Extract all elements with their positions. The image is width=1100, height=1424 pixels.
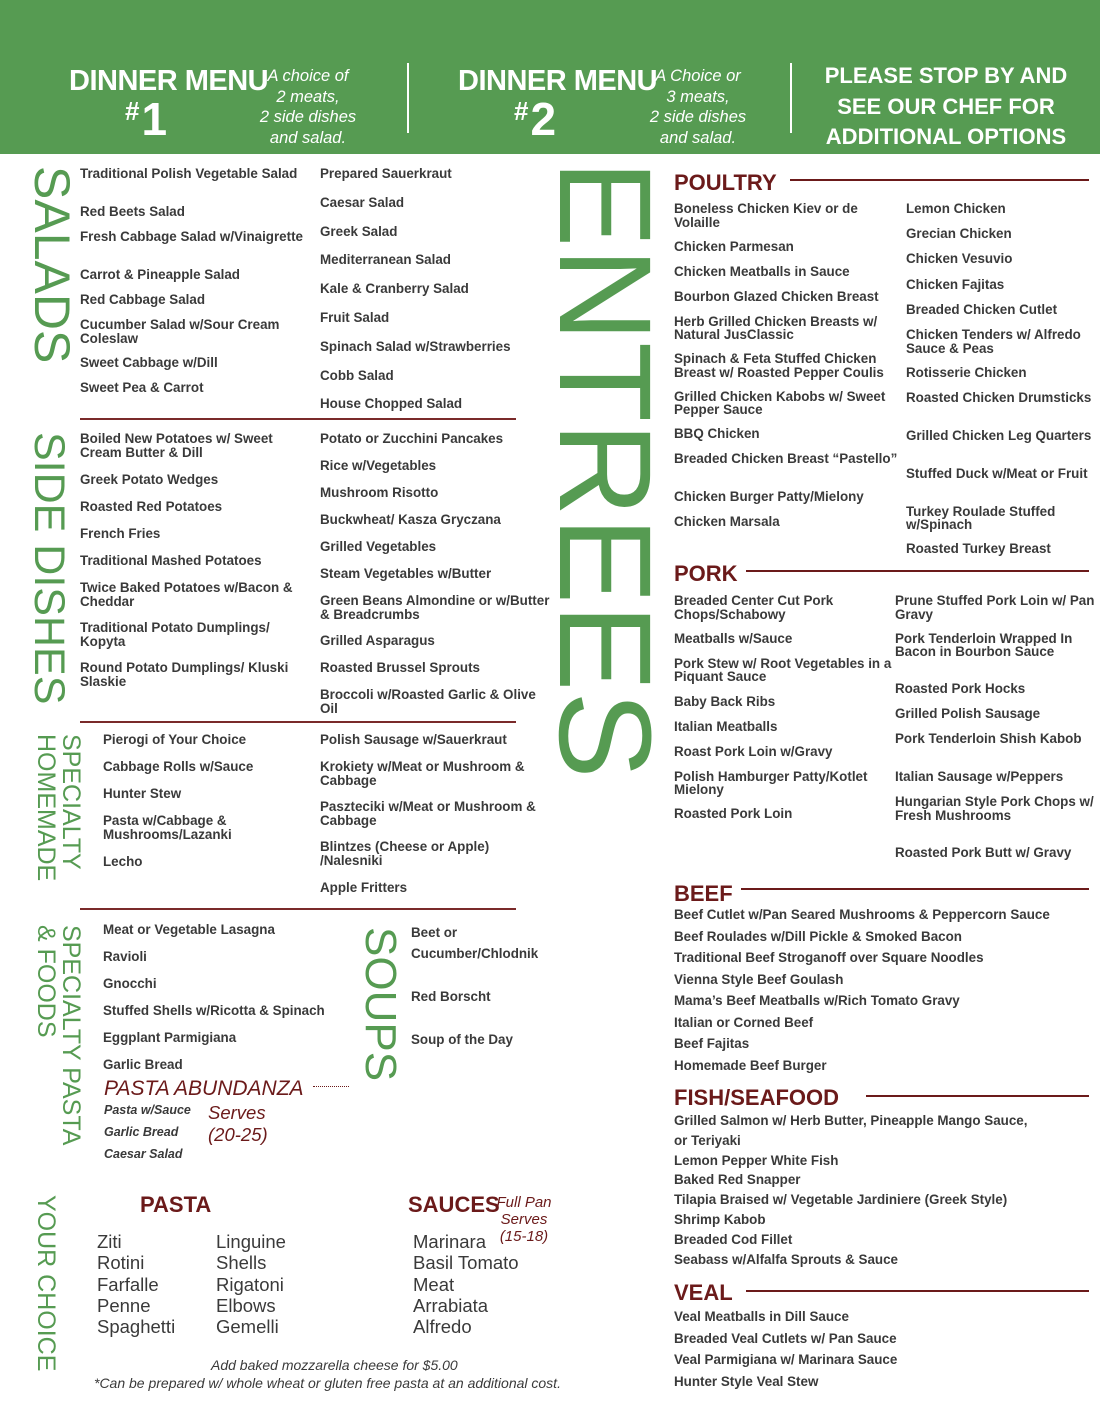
list-item: Breaded Center Cut Pork Chops/Schabowy xyxy=(674,593,834,622)
salads-label: SALADS xyxy=(24,166,80,364)
list-item: Baby Back Ribs xyxy=(674,693,776,709)
chef-notice-line: PLEASE STOP BY AND xyxy=(824,63,1068,88)
list-item: Grilled Chicken Leg Quarters xyxy=(906,428,1092,443)
list-item: Grilled Vegetables xyxy=(320,539,437,554)
dotted-leader xyxy=(313,1086,349,1087)
list-item: Traditional Polish Vegetable Salad xyxy=(80,166,298,181)
menu1-number xyxy=(125,92,167,146)
list-item: Gnocchi xyxy=(103,976,157,991)
list-item: Mama’s Beef Meatballs w/Rich Tomato Gravy xyxy=(674,993,960,1008)
list-item: Steam Vegetables w/Butter xyxy=(320,566,492,581)
sauces-list xyxy=(413,1231,519,1337)
soup-item: Beet or xyxy=(411,925,458,940)
list-item: Paszteciki w/Meat or Mushroom & Cabbage xyxy=(320,799,536,828)
list-item: Round Potato Dumplings/ Kluski Slaskie xyxy=(80,660,289,689)
list-item: Caesar Salad xyxy=(320,194,405,210)
menu2-digit: 2 xyxy=(530,93,557,145)
list-item: Red Beets Salad xyxy=(80,204,185,219)
pasta-shape: Rigatoni xyxy=(216,1273,284,1295)
list-item: Beef Fajitas xyxy=(674,1036,750,1051)
section-divider xyxy=(80,908,516,910)
full-pan-line: Full Pan xyxy=(496,1194,552,1211)
list-item: Lemon Pepper White Fish xyxy=(674,1152,839,1168)
list-item: Grecian Chicken xyxy=(906,226,1012,241)
foods-label: & FOODS xyxy=(32,925,60,1038)
menu1-desc-line: A choice of xyxy=(267,67,349,85)
list-item: Apple Fritters xyxy=(320,880,408,895)
list-item: Meatballs w/Sauce xyxy=(674,630,793,646)
list-item: Grilled Asparagus xyxy=(320,633,435,648)
pasta-list-2 xyxy=(216,1231,286,1337)
list-item: Vienna Style Beef Goulash xyxy=(674,971,844,987)
list-item: Lecho xyxy=(103,854,143,869)
menu2-desc-line: and salad. xyxy=(659,128,737,147)
list-item: Seabass w/Alfalfa Sprouts & Sauce xyxy=(674,1251,898,1267)
list-item: Veal Parmigiana w/ Marinara Sauce xyxy=(674,1352,898,1367)
sides-right-list xyxy=(320,432,550,728)
list-item: Chicken Marsala xyxy=(674,513,780,529)
list-item: Veal Meatballs in Dill Sauce xyxy=(674,1309,849,1324)
homemade-label: HOMEMADE xyxy=(32,734,60,882)
menu1-hash: # xyxy=(125,96,140,126)
list-item: Sweet Cabbage w/Dill xyxy=(80,355,218,370)
soup-item: Cucumber/Chlodnik xyxy=(411,946,539,961)
menu2-number xyxy=(514,92,556,146)
list-item: Stuffed Shells w/Ricotta & Spinach xyxy=(103,1003,325,1018)
menu1-desc-line: and salad. xyxy=(269,128,347,147)
section-title-rule xyxy=(790,179,1089,181)
list-item: House Chopped Salad xyxy=(320,396,463,412)
pasta-shape: Linguine xyxy=(216,1231,286,1252)
sauces-title: SAUCES xyxy=(408,1192,500,1217)
list-item: Turkey Roulade Stuffed w/Spinach xyxy=(906,503,1056,532)
full-pan-line: Serves xyxy=(500,1211,548,1228)
list-item: Cabbage Rolls w/Sauce xyxy=(103,759,254,774)
poultry-title: POULTRY xyxy=(674,170,777,195)
list-item: Breaded Chicken Cutlet xyxy=(906,301,1058,317)
header-banner xyxy=(0,0,1100,154)
list-item: Chicken Vesuvio xyxy=(906,251,1013,266)
list-item: Grilled Salmon w/ Herb Butter, Pineapple Mango Sauce, xyxy=(674,1113,1028,1128)
list-item: Spinach Salad w/Strawberries xyxy=(320,338,511,354)
list-item: Hunter Style Veal Stew xyxy=(674,1373,819,1389)
list-item: Shrimp Kabob xyxy=(674,1211,766,1227)
list-item: Pork Tenderloin Shish Kabob xyxy=(895,731,1082,746)
mozzarella-note: Add baked mozzarella cheese for $5.00 xyxy=(211,1357,458,1373)
section-divider xyxy=(80,418,516,420)
list-item: Green Beans Almondine or w/Butter & Breadcrumbs xyxy=(320,593,550,622)
list-item: Bourbon Glazed Chicken Breast xyxy=(674,288,879,304)
list-item: Chicken Fajitas xyxy=(906,276,1005,292)
menu1-title: DINNER MENU xyxy=(69,65,269,97)
list-item: Roast Pork Loin w/Gravy xyxy=(674,743,833,759)
list-item: Red Cabbage Salad xyxy=(80,292,206,307)
veal-list xyxy=(674,1310,1094,1396)
list-item: Beef Cutlet w/Pan Seared Mushrooms & Peppercorn Sauce xyxy=(674,907,1050,922)
your-choice-label: YOUR CHOICE xyxy=(32,1195,60,1372)
pasta-shape: Farfalle xyxy=(97,1273,159,1295)
pasta-shape: Shells xyxy=(216,1252,267,1274)
list-item: Rotisserie Chicken xyxy=(906,364,1027,380)
section-title-rule xyxy=(746,570,1089,572)
menu2-desc-line: 3 meats, xyxy=(666,87,730,106)
list-item: or Teriyaki xyxy=(674,1132,741,1148)
beef-title: BEEF xyxy=(674,881,733,906)
list-item: Cucumber Salad w/Sour Cream Coleslaw xyxy=(80,317,280,346)
list-item: Carrot & Pineapple Salad xyxy=(80,267,240,282)
chef-notice-line: SEE OUR CHEF FOR xyxy=(837,93,1055,119)
list-item: Baked Red Snapper xyxy=(674,1172,801,1188)
list-item: Mushroom Risotto xyxy=(320,485,439,500)
pasta-specialty-list xyxy=(103,923,353,1085)
poultry-right-list xyxy=(906,202,1096,567)
sauce-item: Marinara xyxy=(413,1231,486,1252)
sauce-item: Meat xyxy=(413,1273,455,1295)
list-item: Breaded Chicken Breast “Pastello” xyxy=(674,451,898,466)
list-item: Kale & Cranberry Salad xyxy=(320,281,469,297)
list-item: French Fries xyxy=(80,526,161,541)
list-item: Tilapia Braised w/ Vegetable Jardiniere (Greek Style) xyxy=(674,1192,1008,1208)
pasta-shape: Elbows xyxy=(216,1294,276,1316)
soups-label: SOUPS xyxy=(356,927,405,1082)
list-item: Prepared Sauerkraut xyxy=(320,166,452,181)
pasta-title: PASTA xyxy=(140,1192,212,1217)
list-item: Pork Stew w/ Root Vegetables in a Piquant Sauce xyxy=(674,655,892,684)
chef-notice xyxy=(815,61,1077,153)
list-item: Italian Meatballs xyxy=(674,718,778,734)
list-item: Hunter Stew xyxy=(103,786,182,801)
list-item: Meat or Vegetable Lasagna xyxy=(103,922,275,937)
list-item: Chicken Tenders w/ Alfredo Sauce & Peas xyxy=(906,327,1081,356)
list-item: Chicken Meatballs in Sauce xyxy=(674,263,850,279)
list-item: Roasted Pork Butt w/ Gravy xyxy=(895,844,1072,860)
pasta-shape: Gemelli xyxy=(216,1316,279,1338)
list-item: Pork Tenderloin Wrapped In Bacon in Bourbon Sauce xyxy=(895,630,1073,659)
list-item: Fresh Cabbage Salad w/Vinaigrette xyxy=(80,229,303,244)
list-item: Ravioli xyxy=(103,949,147,964)
pork-title: PORK xyxy=(674,561,738,586)
list-item: Roasted Pork Hocks xyxy=(895,681,1026,696)
list-item: Chicken Parmesan xyxy=(674,238,794,254)
pasta-abundanza-serves-count: (20-25) xyxy=(208,1124,268,1145)
list-item: Rice w/Vegetables xyxy=(320,458,437,473)
list-item: Herb Grilled Chicken Breasts w/ Natural JusClassic xyxy=(674,313,878,342)
gluten-free-note: *Can be prepared w/ whole wheat or gluten free pasta at an additional cost. xyxy=(94,1375,561,1391)
menu2-hash: # xyxy=(514,96,529,126)
chef-notice-line: ADDITIONAL OPTIONS xyxy=(825,124,1067,149)
list-item: Krokiety w/Meat or Mushroom & Cabbage xyxy=(320,759,525,788)
pasta-shape: Ziti xyxy=(97,1231,122,1252)
list-item: Roasted Red Potatoes xyxy=(80,499,223,514)
list-item: Boiled New Potatoes w/ Sweet Cream Butter & Dill xyxy=(80,431,273,460)
list-item: Traditional Potato Dumplings/ Kopyta xyxy=(80,620,270,649)
soup-item: Red Borscht xyxy=(411,989,491,1004)
menu1-description xyxy=(248,66,368,148)
homemade-right-list xyxy=(320,733,548,908)
list-item: Fruit Salad xyxy=(320,309,390,325)
list-item: Garlic Bread xyxy=(103,1057,183,1072)
list-item: Breaded Cod Fillet xyxy=(674,1231,793,1247)
section-title-rule xyxy=(866,1095,1089,1097)
list-item: Stuffed Duck w/Meat or Fruit xyxy=(906,465,1088,481)
menu2-description xyxy=(638,66,758,148)
list-item: Spinach & Feta Stuffed Chicken Breast w/ Roasted Pepper Coulis xyxy=(674,351,884,380)
list-item: Grilled Chicken Kabobs w/ Sweet Pepper Sauce xyxy=(674,388,886,417)
list-item: Eggplant Parmigiana xyxy=(103,1030,237,1045)
pork-right-list xyxy=(895,594,1095,883)
sauce-item: Arrabiata xyxy=(413,1294,489,1316)
list-item: Polish Sausage w/Sauerkraut xyxy=(320,732,507,747)
pasta-abundanza-item: Garlic Bread xyxy=(104,1125,179,1139)
list-item: Italian Sausage w/Peppers xyxy=(895,768,1064,784)
list-item: Breaded Veal Cutlets w/ Pan Sauce xyxy=(674,1330,897,1346)
pasta-abundanza-serves: Serves xyxy=(208,1102,266,1123)
salads-right-list xyxy=(320,167,550,426)
list-item: Traditional Mashed Potatoes xyxy=(80,553,262,568)
sauce-item: Alfredo xyxy=(413,1316,472,1338)
list-item: Blintzes (Cheese or Apple) /Nalesniki xyxy=(320,839,490,868)
list-item: Greek Potato Wedges xyxy=(80,472,219,487)
list-item: Roasted Turkey Breast xyxy=(906,541,1051,556)
list-item: Italian or Corned Beef xyxy=(674,1014,814,1030)
list-item: Roasted Brussel Sprouts xyxy=(320,660,480,675)
list-item: Greek Salad xyxy=(320,223,398,239)
specialty-label: SPECIALTY xyxy=(57,734,85,870)
menu1-digit: 1 xyxy=(141,93,168,145)
list-item: Cobb Salad xyxy=(320,367,394,383)
list-item: Roasted Chicken Drumsticks xyxy=(906,390,1092,405)
specialty-pasta-label: SPECIALTY PASTA xyxy=(57,925,85,1146)
list-item: Buckwheat/ Kasza Gryczana xyxy=(320,512,501,527)
list-item: Pierogi of Your Choice xyxy=(103,732,247,747)
list-item: Chicken Burger Patty/Mielony xyxy=(674,488,864,504)
list-item: Lemon Chicken xyxy=(906,201,1006,216)
side-dishes-label: SIDE DISHES xyxy=(25,432,73,705)
fish-list xyxy=(674,1114,1094,1272)
list-item: BBQ Chicken xyxy=(674,426,760,441)
list-item: Homemade Beef Burger xyxy=(674,1057,827,1073)
menu2-desc-line: 2 side dishes xyxy=(649,108,747,126)
list-item: Boneless Chicken Kiev or de Volaille xyxy=(674,201,858,230)
list-item: Traditional Beef Stroganoff over Square Noodles xyxy=(674,950,984,965)
menu2-desc-line: A Choice or xyxy=(655,67,741,85)
homemade-left-list xyxy=(103,733,313,882)
list-item: Potato or Zucchini Pancakes xyxy=(320,431,504,446)
list-item: Broccoli w/Roasted Garlic & Olive Oil xyxy=(320,687,536,716)
poultry-left-list xyxy=(674,202,904,540)
pasta-shape: Spaghetti xyxy=(97,1316,176,1338)
pasta-abundanza-item: Pasta w/Sauce xyxy=(104,1103,191,1117)
fish-title: FISH/SEAFOOD xyxy=(674,1085,840,1110)
sauce-item: Basil Tomato xyxy=(413,1252,519,1274)
section-title-rule xyxy=(741,888,1089,890)
pasta-abundanza-item: Caesar Salad xyxy=(104,1147,183,1161)
veal-title: VEAL xyxy=(674,1280,733,1305)
list-item: Mediterranean Salad xyxy=(320,252,451,268)
section-divider xyxy=(80,721,516,723)
list-item: Hungarian Style Pork Chops w/ Fresh Mushrooms xyxy=(895,794,1094,823)
section-title-rule xyxy=(746,1290,1089,1292)
list-item: Grilled Polish Sausage xyxy=(895,706,1041,721)
header-divider xyxy=(790,63,792,133)
pasta-list-1 xyxy=(97,1231,175,1337)
list-item: Polish Hamburger Patty/Kotlet Mielony xyxy=(674,768,868,797)
menu1-desc-line: 2 side dishes xyxy=(259,108,357,126)
list-item: Sweet Pea & Carrot xyxy=(80,380,204,395)
sides-left-list xyxy=(80,432,315,701)
salads-left-list xyxy=(80,167,315,406)
list-item: Twice Baked Potatoes w/Bacon & Cheddar xyxy=(80,580,293,609)
list-item: Roasted Pork Loin xyxy=(674,806,793,821)
pasta-shape: Penne xyxy=(97,1294,151,1316)
list-item: Beef Roulades w/Dill Pickle & Smoked Bacon xyxy=(674,928,962,944)
menu2-title: DINNER MENU xyxy=(458,65,658,97)
list-item: Pasta w/Cabbage & Mushrooms/Lazanki xyxy=(103,813,232,842)
pasta-shape: Rotini xyxy=(97,1252,145,1274)
pork-left-list xyxy=(674,594,892,832)
soup-item: Soup of the Day xyxy=(411,1032,513,1047)
full-pan-line: (15-18) xyxy=(499,1228,549,1245)
beef-list xyxy=(674,908,1094,1080)
pasta-abundanza-title: PASTA ABUNDANZA xyxy=(104,1077,304,1100)
list-item: Prune Stuffed Pork Loin w/ Pan Gravy xyxy=(895,593,1095,622)
menu1-desc-line: 2 meats, xyxy=(276,87,340,106)
header-divider xyxy=(407,63,409,133)
entrees-label: ENTREES xyxy=(532,160,679,779)
